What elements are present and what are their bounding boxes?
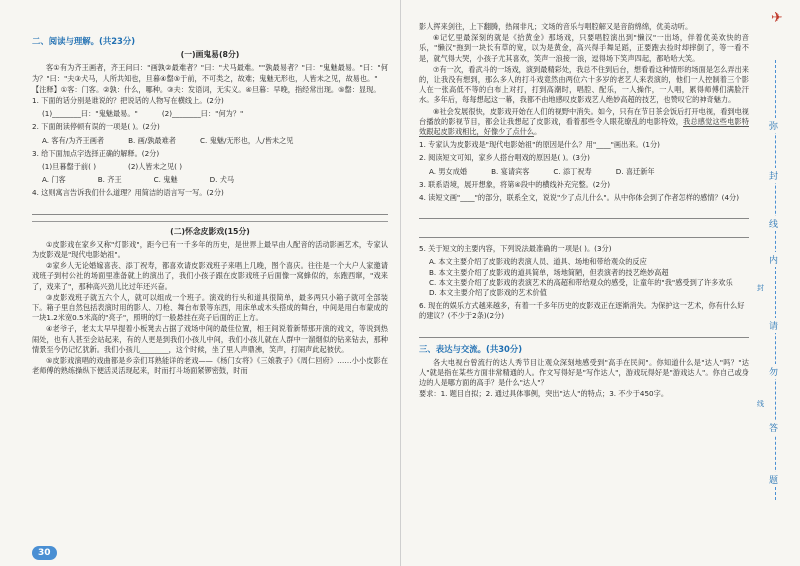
seal-word-3: 线 [769, 216, 778, 231]
passage2-paragraph-3: ③皮影戏班子就五六个人，就可以组成一个班子。演戏的行头和道具很简单，最多两只小箱子就可全部装下。箱子里自然包括表演时用的影人、刀枪、舞台布景等东西，用床单或木头搭成的舞台，中间是用白布蒙成的一块1.2米宽0.5米高的"亮子"，照明的灯一般悬挂在亮子后面的正上方。 [32, 292, 388, 323]
seal-word-5: 请 [769, 318, 778, 333]
p2-q5-option-d[interactable]: D. 本文主要介绍了皮影戏的艺术价值 [429, 288, 547, 298]
passage2-title: (二)怀念皮影戏(15分) [32, 221, 388, 237]
p1-question-4: 4. 这则寓言告诉我们什么道理？用简洁的语言写一写。(2分) [32, 188, 224, 198]
left-content [32, 34, 388, 377]
p2-question-2: 2. 阅读短文可知，家乡人搭台唱戏的原因是( )。(3分) [419, 153, 590, 163]
essay-prompt: 各大电视台曾流行的达人秀节目让观众深刻地感受到"高手在民间"。你知道什么是"达人"吗？"达人"就是指在某些方面非常精通的人。作文写得好是"写作达人"，游戏玩得好是"游戏达人"。你自己或身边的人是哪方面的高手？是什么"达人"？ [419, 357, 749, 388]
p1-q3-line1[interactable]: (1)旦暮罄于前( ) [42, 162, 97, 172]
p2-q2-option-d[interactable]: D. 喜迁新年 [615, 166, 655, 176]
passage2-cont-paragraph: 影人挥来剑往，上下翻腾，热闹非凡；文场的音乐与唱腔解又是音韵绵绵，优美动听。 [419, 22, 693, 31]
p2-q2-option-b[interactable]: B. 宴请宾客 [491, 166, 530, 176]
essay-requirements: 要求：1. 题目自拟；2. 通过具体事例，突出"达人"的特点；3. 不少于450字。 [419, 389, 669, 399]
p2-question-3: 3. 联系语境，展开想象，将第④段中的横线补充完整。(2分) [419, 179, 611, 189]
p1-q1-line1[interactable]: (1)________曰："鬼魅最易。" [42, 109, 138, 119]
passage2-paragraph-4: ④老爷子，老太太早早提着小板凳去占据了戏场中间的最佳位置，相王间说着新帮那开演的戏文，等说到热闹处，也有人甚至会站起来，有的人更是到我们小孩儿中间，我们小孩儿就在人群中一溜烟似的钻来钻去，那种情景至今仍记忆犹新。我们小孩儿________，这个时候，坐了里人声鼎沸，笑声，打闹声此起彼伏。 [32, 324, 388, 354]
p2-question-4: 4. 读短文画"____"的部分，联系全文，说说"少了点儿什么"。从中你体会到了作者怎样的感情？(4分) [419, 193, 740, 203]
p1-q4-answer-line[interactable] [32, 202, 388, 215]
p2-q4-answer-line-2[interactable] [419, 225, 749, 238]
p2-q5-option-a[interactable]: A. 本文主要介绍了皮影戏的表演人员、道具、场地和带给观众的反应 [429, 257, 647, 267]
passage1-notes: 【注释】①客：门客。②孰：什么，哪种。③夫：发语词，无实义。④旦暮：早晚，指经常出现。⑤罄：显现。 [32, 84, 381, 94]
p2-q5-option-b[interactable]: B. 本文主要介绍了皮影戏的道具简单，场地简陋，但表演者的技艺绝妙高超 [429, 267, 669, 277]
seal-word-6: 勿 [769, 364, 778, 379]
p1-q3-options [42, 175, 388, 185]
p1-q1-lines [42, 109, 388, 119]
p2-q5-option-c[interactable]: C. 本文主要介绍了皮影戏的表演艺术的高超和带给观众的感受，让童年的"我"感受到了许多欢乐 [429, 277, 733, 287]
section-three-title: 三、表达与交流。(共30分) [419, 343, 523, 354]
paragraph-8-text: ⑧社会发展很快，皮影戏开始在人们的视野中消失。如今，只有在节日茶会饭后打开电视，看到电视台播放的影视节目，都会让我想起了皮影戏，看着那些令人眼花缭乱的电影特效， [419, 106, 749, 126]
rocket-icon: ✈ [771, 10, 783, 26]
seal-word-8: 题 [769, 472, 778, 487]
p1-q3-option-b[interactable]: B. 齐王 [97, 175, 122, 185]
p1-q2-options [42, 136, 388, 146]
p1-question-2: 2. 下面朗读停顿有误的一项是( )。(2分) [32, 122, 160, 132]
p1-q2-option-b[interactable]: B. 画/孰最难者 [128, 135, 176, 145]
passage1-paragraph: 客①有为齐王画者，齐王问曰："画孰②最难者？"曰："犬马最难。""孰最易者？"曰："鬼魅最易。"曰："何为？"曰："夫③犬马，人所共知也，旦暮④罄⑤于前，不可类之，故难；鬼魅无形也，人皆未之见，故易也。" [32, 63, 388, 83]
p2-question-1: 1. 专家认为皮影戏是"现代电影始祖"的原因是什么？用"____"画出来。(1分) [419, 140, 660, 150]
passage2-paragraph-2: ②家乡人无论婚嫁喜丧、添丁祝寿，都喜欢请皮影戏班子来唱上几晚，图个喜庆。往往是一个大户人家邀请戏班子到村公社的场面里准备就上的演出了，我们小孩子跟在皮影戏班子后面像一窝蜂似的，东跑西窜，"戏来了，戏来了"，那种高兴劲儿比过年还兴奋。 [32, 261, 388, 291]
p1-q3-line2[interactable]: (2)人皆未之见( ) [128, 162, 183, 172]
seal-line-margin [753, 0, 800, 566]
p1-question-1: 1. 下面的话分别是谁说的？把说话的人物写在横线上。(2分) [32, 96, 224, 106]
p2-q2-options [429, 167, 749, 177]
seal-word-4: 内 [769, 252, 778, 267]
p1-q3-lines [42, 162, 388, 172]
p1-q3-option-c[interactable]: C. 鬼魅 [153, 175, 178, 185]
seal-inline-word-2: 线 [757, 400, 764, 408]
p1-q1-line2[interactable]: (2)________曰："何为？" [161, 109, 244, 119]
passage1-title: (一)画鬼易(8分) [180, 50, 240, 60]
p2-q6-answer-line[interactable] [419, 325, 749, 338]
p2-q2-option-c[interactable]: C. 添丁祝寿 [553, 166, 592, 176]
paragraph-8-underlined: 我总感觉这些电影特效跟起皮影戏相比，好像少了点什么 [419, 116, 749, 137]
right-content [419, 22, 749, 400]
p1-q3-option-d[interactable]: D. 犬马 [209, 175, 235, 185]
section-two-title: 二、阅读与理解。(共23分) [32, 36, 136, 46]
passage2-paragraph-7: ⑦有一次，看武斗的一场戏，演到最精彩处，我总不住到后台，想看看这种情形的场面是怎么弄出来的，让我没有想到，那么多人的打斗戏竟然由两位六十多岁的老艺人来表演的，他们一人控制着三个影人在一张高低不等的白布上对打，打到高潮时，唱腔、配乐，一人操作，一人唱，累得师傅们满脸汗水。多年后，每每想起这一幕，我都不由地感叹皮影戏艺人绝妙高超的技艺，也赞叹它的神奇魅力。 [419, 64, 749, 105]
seal-word-7: 答 [769, 420, 778, 435]
p1-question-3: 3. 给下面加点字选择正确的解释。(2分) [32, 148, 160, 158]
page-number: 30 [32, 546, 57, 560]
passage2-paragraph-8: ⑧社会发展很快，皮影戏开始在人们的视野中消失。如今，只有在节日茶会饭后打开电视，看到电视台播放的影视节目，都会让我想起了皮影戏，看着那些令人眼花缭乱的电影特效，我总感觉这些电影特效跟起皮影戏相比，好像少了点什么。 [419, 106, 749, 137]
p2-q4-answer-line-1[interactable] [419, 206, 749, 219]
p1-q2-option-a[interactable]: A. 客有/为齐王画者 [42, 135, 105, 145]
passage2-paragraph-5: ⑤皮影戏演唱的戏曲都是乡亲们耳熟能详的老戏——《杨门女将》《三娘教子》《周仁回府》……小小皮影在老师傅的熟练操纵下便活灵活现起来，时而打斗场面紧锣密鼓，时而 [32, 356, 388, 376]
p2-question-5: 5. 关于短文的主要内容，下列说法最准确的一项是( )。(3分) [419, 244, 612, 254]
p2-question-6: 6. 现在的娱乐方式越来越多，有着一千多年历史的皮影戏正在逐渐消失。为保护这一艺术，你有什么好的建议？(不少于2条)(2分) [419, 301, 745, 321]
passage2-paragraph-6: ⑥记忆里最深刻的就是《拾黄金》那场戏，只要唱腔演出到"懒汉"一出场，伴着优美欢快的音乐，"懒汉"拖到一块长有草的宽，以为是黄金，高兴得手舞足蹈，正要跑去捡时却摔倒了，等一看不是，就气得大哭，小孩子尤其喜欢，笑声一浪接一浪，逗得场下笑声四起，都哈哈大笑。 [419, 33, 749, 63]
seal-inline-word-1: 封 [757, 284, 764, 292]
right-page [400, 0, 800, 566]
p1-q2-option-c[interactable]: C. 鬼魅/无形也，人/皆未之见 [199, 135, 294, 145]
p2-q2-option-a[interactable]: A. 男女成婚 [429, 166, 468, 176]
seal-word-1: 弥 [769, 118, 778, 133]
p1-q3-option-a[interactable]: A. 门客 [42, 175, 66, 185]
seal-word-2: 封 [769, 168, 778, 183]
passage2-paragraph-1: ①皮影戏在家乡又称"灯影戏"，距今已有一千多年的历史，是世界上最早由人配音的活动影画艺术，专家认为皮影戏是"现代电影始祖"。 [32, 239, 388, 260]
